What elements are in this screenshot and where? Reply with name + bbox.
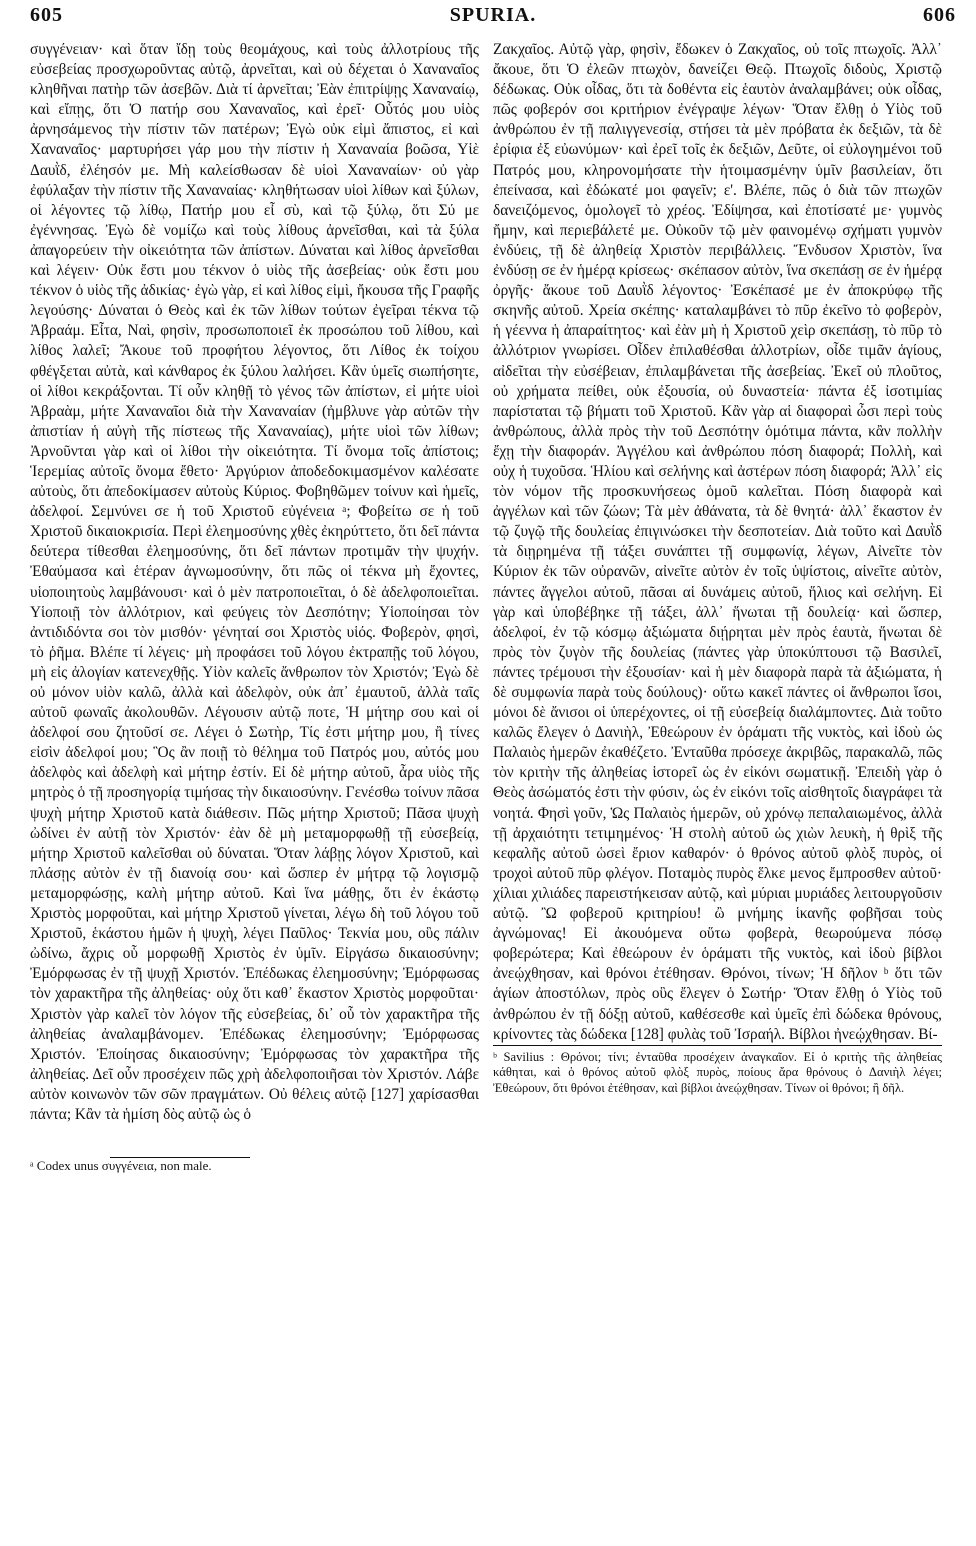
right-footnote: ᵇ Savilius : Θρόνοι; τίνι; ἐνταῦθα προσέχειν ἀναγκαῖον. Εἰ ὁ κριτὴς τῆς ἀληθείας κάθηται, καὶ ὁ θρόνος αὐτοῦ φλὸξ πυρὸς, ποίους ἄρα θρόνους ὁ Δανιὴλ λέγει; Ἐθεώρουν, ὅτι θρόνοι ἐτέθησαν, καὶ βίβλοι ἀνεῴχθησαν. Τίνων οἱ θρόνοι; ἢ δῆλ. xyxy=(493,1045,942,1097)
text-columns xyxy=(30,40,956,1174)
left-column xyxy=(30,40,479,1174)
right-column-text: Ζακχαῖος. Αὐτῷ γὰρ, φησὶν, ἔδωκεν ὁ Ζακχαῖος, οὐ τοῖς πτωχοῖς. Ἀλλ᾽ ἄκουε, ὅτι Ὁ ἐλεῶν πτωχὸν, δανείζει Θεῷ. Πτωχοῖς διδοὺς, Χριστῷ δέδωκας. Οὐκ οἶδας, ὅτι τὰ δοθέντα εἰς ἑαυτὸν ἀναλαμβάνει; οὐκ οἶδας, πῶς φοβερόν σοι κριτήριον ἐνέγραψε λέγων· Ὅταν ἔλθῃ ὁ Υἱὸς τοῦ ἀνθρώπου ἐν τῇ παλιγγενεσίᾳ, στήσει τὰ μὲν πρόβατα ἐκ δεξιῶν, τὰ δὲ ἐρίφια ἐξ εὐωνύμων· καὶ ἐρεῖ τοῖς ἐκ δεξιῶν, Δεῦτε, οἱ εὐλογημένοι τοῦ Πατρός μου, κληρονομήσατε τὴν ἡτοιμασμένην ὑμῖν βασιλείαν, ὅτι ἐπείνασα, καὶ ἐδώκατέ μοι φαγεῖν; ε'. Βλέπε, πῶς ὁ διὰ τῶν πτωχῶν δανειζόμενος, ὁμολογεῖ τὸ χρέος. Ἐδίψησα, καὶ ἐποτίσατέ με· γυμνὸς ἤμην, καὶ περιεβάλετέ με. Οὐκοῦν τῷ μὲν φαινομένῳ σχήματι γυμνὸν ἐνδύεις, τῇ δὲ ἀληθείᾳ Χριστὸν περιβάλλεις. Ἔνδυσον Χριστὸν, ἵνα ἐνδύσῃ σε ἐν ἡμέρᾳ κρίσεως· σκέπασον αὐτὸν, ἵνα σκεπάσῃ σε ἐν ἡμέρᾳ ὀργῆς· ἄκουε τοῦ Δαυῒδ λέγοντος· Ἐσκέπασέ με ἐν ἀποκρύφῳ τῆς σκηνῆς αὐτοῦ. Χρεία σκέπης· καταλαμβάνει τὸ πῦρ ἐκεῖνο τὸ φοβερὸν, ἡ γέεννα ἡ ἀπαραίτητος· καὶ ἐὰν μὴ ἡ Χριστοῦ χεὶρ σκεπάσῃ, τὸ πῦρ τὸ ἀλλότριον γνωρίσει. Οἶδεν ἐπιλαθέσθαι ἀλλοτρίων, οἶδε τιμᾶν ἁγίους, αἰδεῖται τὴν εὐσέβειαν, ἐπιλαμβάνεται τῆς ἀσεβείας. Ἐκεῖ οὐ πλοῦτος, οὐ χρήματα πείθει, οὐκ ἐξουσία, οὐ δυναστεία· πάντα ἐξ ἰσοτιμίας παρίσταται τῷ βήματι τοῦ Χριστοῦ. Κἂν γὰρ αἱ διαφοραὶ ὦσι περὶ τοὺς ἀνθρώπους, ἀλλὰ πρὸς τὴν τοῦ Δεσπότην ὁμότιμα πάντα, κἂν πολλὴν ἔχῃ τὴν διαφοράν. Ἀγγέλου καὶ ἀνθρώπου πόση διαφορά; Πολλὴ, καὶ οὐχ ἡ τυχοῦσα. Ἡλίου καὶ σελήνης καὶ ἀστέρων πόση διαφορά; Ἀλλ᾽ εἰς τὸν νόμον τῆς προσκυνήσεως ὁμοῦ καλεῖται. Πόση διαφορὰ καὶ ἀγγέλων καὶ τῶν ζώων; Τὰ μὲν ἀθάνατα, τὰ δὲ θνητά· ἀλλ᾽ ἕκαστον ἐν τῷ ζυγῷ τῆς δουλείας ἐπιγινώσκει τὴν δεσποτείαν. Διὰ τοῦτο καὶ Δαυῒδ τὰ διῃρημένα τῇ τάξει συνάπτει τῇ συμφωνίᾳ, λέγων, Αἰνεῖτε τὸν Κύριον ἐκ τῶν οὐρανῶν, αἰνεῖτε αὐτὸν ἐν τοῖς ὑψίστοις, αἰνεῖτε αὐτὸν, πάντες ἄγγελοι αὐτοῦ, πᾶσαι αἱ δυνάμεις αὐτοῦ, ἥλιος καὶ σελήνη. Εἰ γὰρ καὶ ὑποβέβηκε τῇ τάξει, ἀλλ᾽ ἥνωται τῇ δουλείᾳ· καὶ ὥσπερ, ἀδελφοί, ἐν τῷ κόσμῳ ἀξιώματα διῄρηται μὲν πρὸς ἑαυτὰ, ἥνωται δὲ πρὸς τὸν ζυγὸν τῆς δουλείας (πάντες γὰρ ὑποκύπτουσι τῷ Βασιλεῖ, πάντες τρέμουσι τὴν ἐξουσίαν· καὶ ἡ μὲν διαφορὰ παρὰ τὰ ἀξιώματα, ἡ δὲ συμφωνία παρὰ τοὺς δούλους)· οὕτω κακεῖ πάντες οἱ ἄνθρωποι ἴσοι, μόνοι δὲ ἄνισοι οἱ ὑπερέχοντες, οἱ τῇ εὐσεβείᾳ διαλάμποντες. Διὰ τοῦτο καλῶς ἔλεγεν ὁ Δανιὴλ, Ἐθεώρουν ἐν ὁράματι τῆς νυκτὸς, καὶ ἰδοὺ ὡς Παλαιὸς ἡμερῶν ἐκαθέζετο. Ἐνταῦθα πρόσεχε ἀκριβῶς, παρακαλῶ, πῶς τὸν κριτὴν τῆς ἀληθείας ἱστορεῖ ὡς ἐν εἰκόνι σωματικῇ. Ἐπειδὴ γὰρ ὁ Θεὸς ἀσώματός ἐστι τὴν φύσιν, ὡς ἐν εἰκόνι τοῖς αἰσθητοῖς διαγράφει τὰ νοητά. Φησὶ γοῦν, Ὡς Παλαιὸς ἡμερῶν, οὐ χρόνῳ πεπαλαιωμένος, ἀλλὰ τῇ ἀρχαιότητι τετιμημένος· Ἡ στολὴ αὐτοῦ ὡς χιὼν λευκὴ, ἡ θρὶξ τῆς κεφαλῆς αὐτοῦ ὡσεὶ ἔριον καθαρόν· ὁ θρόνος αὐτοῦ φλὸξ πυρὸς, οἱ τροχοὶ αὐτοῦ πῦρ φλέγον. Ποταμὸς πυρὸς ἕλκε μενος ἔμπροσθεν αὐτοῦ· χίλιαι χιλιάδες παρειστήκεισαν αὐτῷ, καὶ μύριαι μυριάδες λειτουργοῦσιν αὐτῷ. Ὢ φοβεροῦ κριτηρίου! ὢ μνήμης ἱκανῆς φοβῆσαι τοὺς ἀγνώμονας! Εἰ ἀκουόμενα οὕτω φοβερὰ, θεωρούμενα πόσῳ φοβερώτερα; Καὶ ἐθεώρουν ἐν ὁράματι τῆς νυκτὸς, καὶ ἰδοὺ βίβλοι ἀνεῴχθησαν, καὶ θρόνοι ἐτέθησαν. Θρόνοι, τίνων; Ἡ δῆλον ᵇ ὅτι τῶν ἁγίων ἀποστόλων, πρὸς οὓς ἔλεγεν ὁ Σωτήρ· Ὅταν ἔλθῃ ὁ Υἱὸς τοῦ ἀνθρώπου ἐν τῇ δόξῃ αὐτοῦ, καθέσεσθε καὶ ὑμεῖς ἐπὶ δώδεκα θρόνους, κρίνοντες τὰς δώδεκα [128] φυλὰς τοῦ Ἰσραήλ. Βίβλοι ἠνεῴχθησαν. Βί- xyxy=(493,41,942,1043)
running-header xyxy=(30,4,956,36)
left-column-text: συγγένειαν· καὶ ὅταν ἴδῃ τοὺς θεομάχους, καὶ τοὺς ἀλλοτρίους τῆς εὐσεβείας προσχωροῦντας αὐτῷ, ἀρνεῖται, καὶ οὐ δέχεται ὁ Χαναναῖος κληθῆναι πατὴρ τῶν ἀσεβῶν. Διὰ τί ἀρνεῖται; Ἐὰν ἐπιτρίψῃς Χαναναίῳ, καὶ εἴπῃς, ὅτι Ὁ πατήρ σου Χαναναῖος, καὶ ἐρεῖ· Οὗτός μου υἱὸς ἀρνησάμενος τὴν πίστιν τῶν πατέρων; Ἐγὼ οὐκ εἰμὶ ἄπιστος, εἰ καὶ Χαναναῖος· μαρτυρήσει γάρ μου τὴν πίστιν ἡ Χαναναία βοῶσα, Υἱὲ Δαυῒδ, ἐλέησόν με. Μὴ καλείσθωσαν δὲ υἱοὶ Χαναναίων· οὐ γὰρ ἐφύλαξαν τὴν πίστιν τῆς Χαναναίας· κληθήτωσαν υἱοὶ λίθων καὶ ξύλων, οἱ λέγοντες τῷ λίθῳ, Πατήρ μου εἶ σὺ, καὶ τῷ ξύλῳ, ὅτι Σύ με ἐγέννησας. Ἐγὼ δὲ νομίζω καὶ τοὺς λίθους ἀρνεῖσθαι, καὶ τὰ ξύλα ἀπαγορεύειν τὴν οἰκειότητα τῶν ἀπίστων. Δύναται καὶ λίθος ἀρνεῖσθαι καὶ λέγειν· Οὐκ ἔστι μου τέκνον ὁ υἱὸς τῆς ἀσεβείας· οὐκ ἔστι μου τέκνον ὁ υἱὸς τῆς ἀδικίας· ἐγὼ γὰρ, εἰ καὶ λίθος εἰμὶ, ἤκουσα τῆς Γραφῆς λεγούσης· Δύναται ὁ Θεὸς καὶ ἐκ τῶν λίθων τούτων ἐγεῖραι τέκνα τῷ Ἀβραάμ. Εἶτα, Ναὶ, φησὶν, προσωποποιεῖ ἐκ προσώπου τοῦ λίθου, καὶ λίθος λαλεῖ; Ἄκουε τοῦ προφήτου λέγοντος, ὅτι Λίθος ἐκ τοίχου φθέγξεται αὐτὰ, καὶ κάνθαρος ἐκ ξύλου λαλήσει. Κἂν ὑμεῖς σιωπήσητε, οἱ λίθοι κεκράξονται. Τί οὖν κληθῇ τὸ γένος τῶν ἀπίστων, εἰ μήτε υἱοὶ Ἀβραὰμ, μήτε Χαναναῖοι διὰ τὴν Χαναναίαν (ἠμβλυνε γὰρ αὐτῶν τὴν ἀπιστίαν ἡ αὐγὴ τῆς πίστεως τῆς Χαναναίας), μήτε υἱοὶ τῶν λίθων; Ἀρνοῦνται γὰρ καὶ οἱ λίθοι τὴν οἰκειότητα. Τί ὄνομα τοῖς ἀπίστοις; Ἱερεμίας αὐτοῖς ὄνομα ἔθετο· Ἀργύριον ἀποδεδοκιμασμένον καλέσατε αὐτοὺς, ὅτι ἀπεδοκίμασεν αὐτοὺς Κύριος. Φοβηθῶμεν τοίνυν καὶ ἡμεῖς, ἀδελφοί. Σεμνύνει σε ἡ τοῦ Χριστοῦ εὐγένεια ᵃ; Φοβείτω σε ἡ τοῦ Χριστοῦ δικαιοκρισία. Περὶ ἐλεημοσύνης χθὲς ἐκηρύττετο, ὅτι δεῖ πάντα δεύτερα τίθεσθαι ἐλεημοσύνης, ὅτι δεῖ πάντων προτιμᾶν τὴν ψυχήν. Ἐθαύμασα καὶ ἑτέραν ἀγνωμοσύνην, ὅτι πῶς οἱ τέκνα μὴ ἔχοντες, υἱοποιητοὺς λαμβάνουσι· καὶ ὁ μὲν πατροποιεῖται, ὁ δὲ ἀδελφοποιεῖται. Υἱοποιῇ τὸν ἀλλότριον, καὶ φεύγεις τὸν Δεσπότην; Υἱοποίησαι τὸν ἀντιδιδόντα σοι τὸν μισθόν· γένηταί σοι Χριστὸς υἱός. Φοβερὸν, φησὶ, τὸ ῥῆμα. Βλέπε τί λέγεις· μὴ προφάσει τοῦ λόγου ἐκτραπῇς τοῦ λόγου, μὴ εἰς ἀλογίαν κατενεχθῇς. Υἱὸν καλεῖς ἄνθρωπον τὸν Χριστόν; Ἐγὼ δὲ οὐ μόνον υἱὸν καλῶ, ἀλλὰ καὶ ἀδελφὸν, οὐκ ἀπ᾽ ἐμαυτοῦ, ἀλλὰ ταῖς αὐτοῦ φωναῖς ἀκολουθῶν. Λέγουσιν αὐτῷ ποτε, Ἡ μήτηρ σου καὶ οἱ ἀδελφοί σου ζητοῦσί σε. Λέγει ὁ Σωτὴρ, Τίς ἐστι μήτηρ μου, ἢ τίνες εἰσὶν ἀδελφοί μου; Ὃς ἂν ποιῇ τὸ θέλημα τοῦ Πατρός μου, αὐτός μου ἀδελφὸς καὶ ἀδελφὴ καὶ μήτηρ ἐστίν. Εἰ δὲ μήτηρ αὐτοῦ, ἆρα υἱὸς τῆς μητρὸς ὁ τῇ προσηγορίᾳ τιμήσας τὴν δικαιοσύνην. Γενέσθω τοίνυν πᾶσα ψυχὴ μήτηρ Χριστοῦ κατὰ διάθεσιν. Πῶς μήτηρ Χριστοῦ; Πᾶσα ψυχὴ ὠδίνει ἐν αὐτῇ τὸν Χριστόν· ἐὰν δὲ μὴ μεταμορφωθῇ τῇ εὐσεβείᾳ, μήτηρ Χριστοῦ καλεῖσθαι οὐ δύναται. Ὅταν λάβῃς λόγον Χριστοῦ, καὶ πλάσῃς αὐτὸν ἐν τῇ διανοίᾳ σου· καὶ ὥσπερ ἐν μήτρᾳ τῷ λογισμῷ μεταμορφώσῃς, καλὴ μήτηρ αὐτοῦ. Καὶ ἵνα μάθῃς, ὅτι ἐν ἑκάστῳ Χριστὸς μορφοῦται, καὶ μήτηρ Χριστοῦ γίνεται, λέγω δὴ τοῦ λόγου τοῦ Χριστοῦ, ἑκάστου ἡμῶν ἡ ψυχὴ, λέγει Παῦλος· Τεκνία μου, οὓς πάλιν ὠδίνω, ἄχρις οὗ μορφωθῇ Χριστὸς ἐν ὑμῖν. Εἰργάσω δικαιοσύνην; Ἐμόρφωσας ἐν τῇ ψυχῇ Χριστόν. Ἐπέδωκας ἐλεημοσύνην; Ἐμόρφωσας τὸν χαρακτῆρα τῆς ἀληθείας· οὐχ ὅτι καθ᾽ ἕκαστον Χριστὸς μορφοῦται· Χριστὸν γὰρ καλεῖ τὸν λόγον τῆς εὐσεβείας, δι᾽ οὗ τὸν χαρακτῆρα τῆς ἀληθείας ἀναλαμβάνομεν. Ἐπέδωκας ἐλεημοσύνην; Ἐμόρφωσας Χριστόν. Ἐποίησας δικαιοσύνην; Ἐμόρφωσας τὸν χαρακτῆρα τῆς ἀληθείας. Δεῖ οὖν προσέχειν πῶς χρὴ ἀδελφοποιῆσαι τὸν Χριστόν. Λάβε αὐτὸν κοινωνὸν τῶν σῶν πραγμάτων. Οὐ θέλεις αὐτῷ [127] χαρίσασθαι πάντα; Κἂν τὰ ἡμίση δὸς αὐτῷ ὡς ὁ xyxy=(30,41,479,1123)
left-page-number: 605 xyxy=(30,4,63,26)
running-title: SPURIA. xyxy=(449,4,537,26)
left-footnote: ᵃ Codex unus συγγένεια, non male. xyxy=(30,1158,212,1174)
right-page-number: 606 xyxy=(922,4,956,26)
right-column xyxy=(493,40,942,1174)
